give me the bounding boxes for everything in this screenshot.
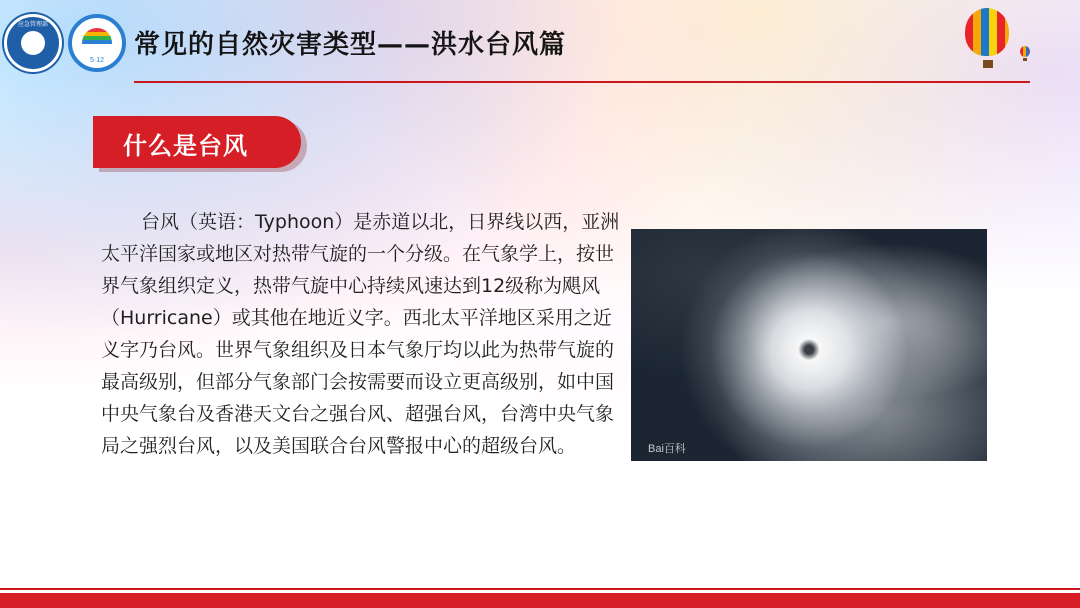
handshake-icon bbox=[21, 31, 45, 55]
title-divider bbox=[134, 81, 1030, 83]
footer-divider bbox=[0, 588, 1080, 590]
section-heading: 什么是台风 bbox=[123, 132, 248, 160]
rainbow-icon bbox=[82, 28, 112, 44]
disaster-prevention-day-logo bbox=[68, 14, 126, 72]
small-hot-air-balloon-icon bbox=[1020, 46, 1030, 57]
hot-air-balloon-icon bbox=[965, 8, 1009, 56]
logo-1-text: 应急管理部 bbox=[17, 21, 48, 28]
footer-bar bbox=[0, 593, 1080, 608]
typhoon-satellite-image bbox=[631, 229, 987, 461]
logo-2-text: 5·12 bbox=[89, 57, 104, 64]
image-watermark: Bai百科 bbox=[648, 443, 686, 455]
emergency-management-logo bbox=[4, 14, 62, 72]
balloon-basket-icon bbox=[983, 60, 993, 68]
section-heading-tag bbox=[93, 116, 301, 168]
page-title: 常见的自然灾害类型——洪水台风篇 bbox=[134, 30, 567, 60]
typhoon-definition-text: 台风（英语：Typhoon）是赤道以北，日界线以西，亚洲太平洋国家或地区对热带气旋的一个分级。在气象学上，按世界气象组织定义，热带气旋中心持续风速达到12级称为飓风（Hurricane）或其他在地近义字。西北太平洋地区采用之近义字乃台风。世界气象组织及日本气象厅均以此为热带气旋的最高级别，但部分气象部门会按需要而设立更高级别，如中国中央气象台及香港天文台之强台风、超强台风，台湾中央气象局之强烈台风，以及美国联合台风警报中心的超级台风。 bbox=[101, 211, 620, 457]
small-balloon-basket-icon bbox=[1023, 58, 1027, 61]
